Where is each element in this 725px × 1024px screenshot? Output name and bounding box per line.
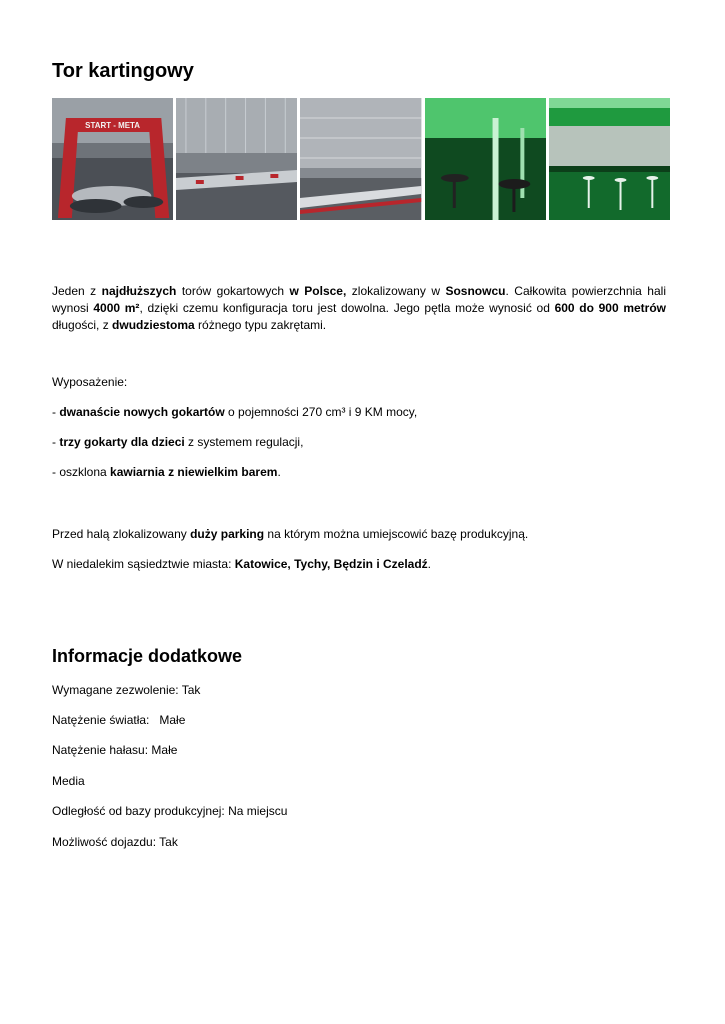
gallery-photo-bar-stools[interactable] <box>549 98 670 220</box>
info-row-distance: Odległość od bazy produkcyjnej: Na miejscu <box>52 804 288 818</box>
parking-paragraph: Przed halą zlokalizowany duży parking na którym można umiejscowić bazę produkcyjną. <box>52 527 529 541</box>
page-title: Tor kartingowy <box>52 60 194 82</box>
additional-info-heading: Informacje dodatkowe <box>52 646 243 666</box>
equipment-item: - trzy gokarty dla dzieci z systemem regulacji, <box>52 435 304 449</box>
gallery-photo-hall-wide[interactable] <box>176 98 297 220</box>
info-row-media: Media <box>52 774 85 788</box>
info-row-permit: Wymagane zezwolenie: Tak <box>52 683 201 697</box>
equipment-heading: Wyposażenie: <box>52 375 128 389</box>
photo-gallery <box>52 98 670 220</box>
nearby-cities-paragraph: W niedalekim sąsiedztwie miasta: Katowice, Tychy, Będzin i Czeladź. <box>52 557 432 571</box>
info-row-access: Możliwość dojazdu: Tak <box>52 835 178 849</box>
intro-paragraph: Jeden z najdłuższych torów gokartowych w Polsce, zlokalizowany w Sosnowcu. Całkowita powierzchnia hali wynosi 4000 m², dzięki czemu konfiguracja toru jest dowolna. Jego pętla może wynosić od 600 do 900 metrów długości, z dwudziestoma różnego typu zakrętami. <box>52 284 667 332</box>
equipment-item: - dwanaście nowych gokartów o pojemności 270 cm³ i 9 KM mocy, <box>52 405 418 419</box>
start-meta-arch-text: START - META <box>85 120 141 131</box>
equipment-item: - oszklona kawiarnia z niewielkim barem. <box>52 465 281 479</box>
gallery-photo-cafe-bar[interactable] <box>425 98 546 220</box>
gallery-photo-start-arch[interactable] <box>52 98 173 220</box>
info-row-light: Natężenie światła: Małe <box>52 713 186 727</box>
info-row-noise: Natężenie hałasu: Małe <box>52 743 178 757</box>
gallery-photo-hall-track[interactable] <box>300 98 421 220</box>
